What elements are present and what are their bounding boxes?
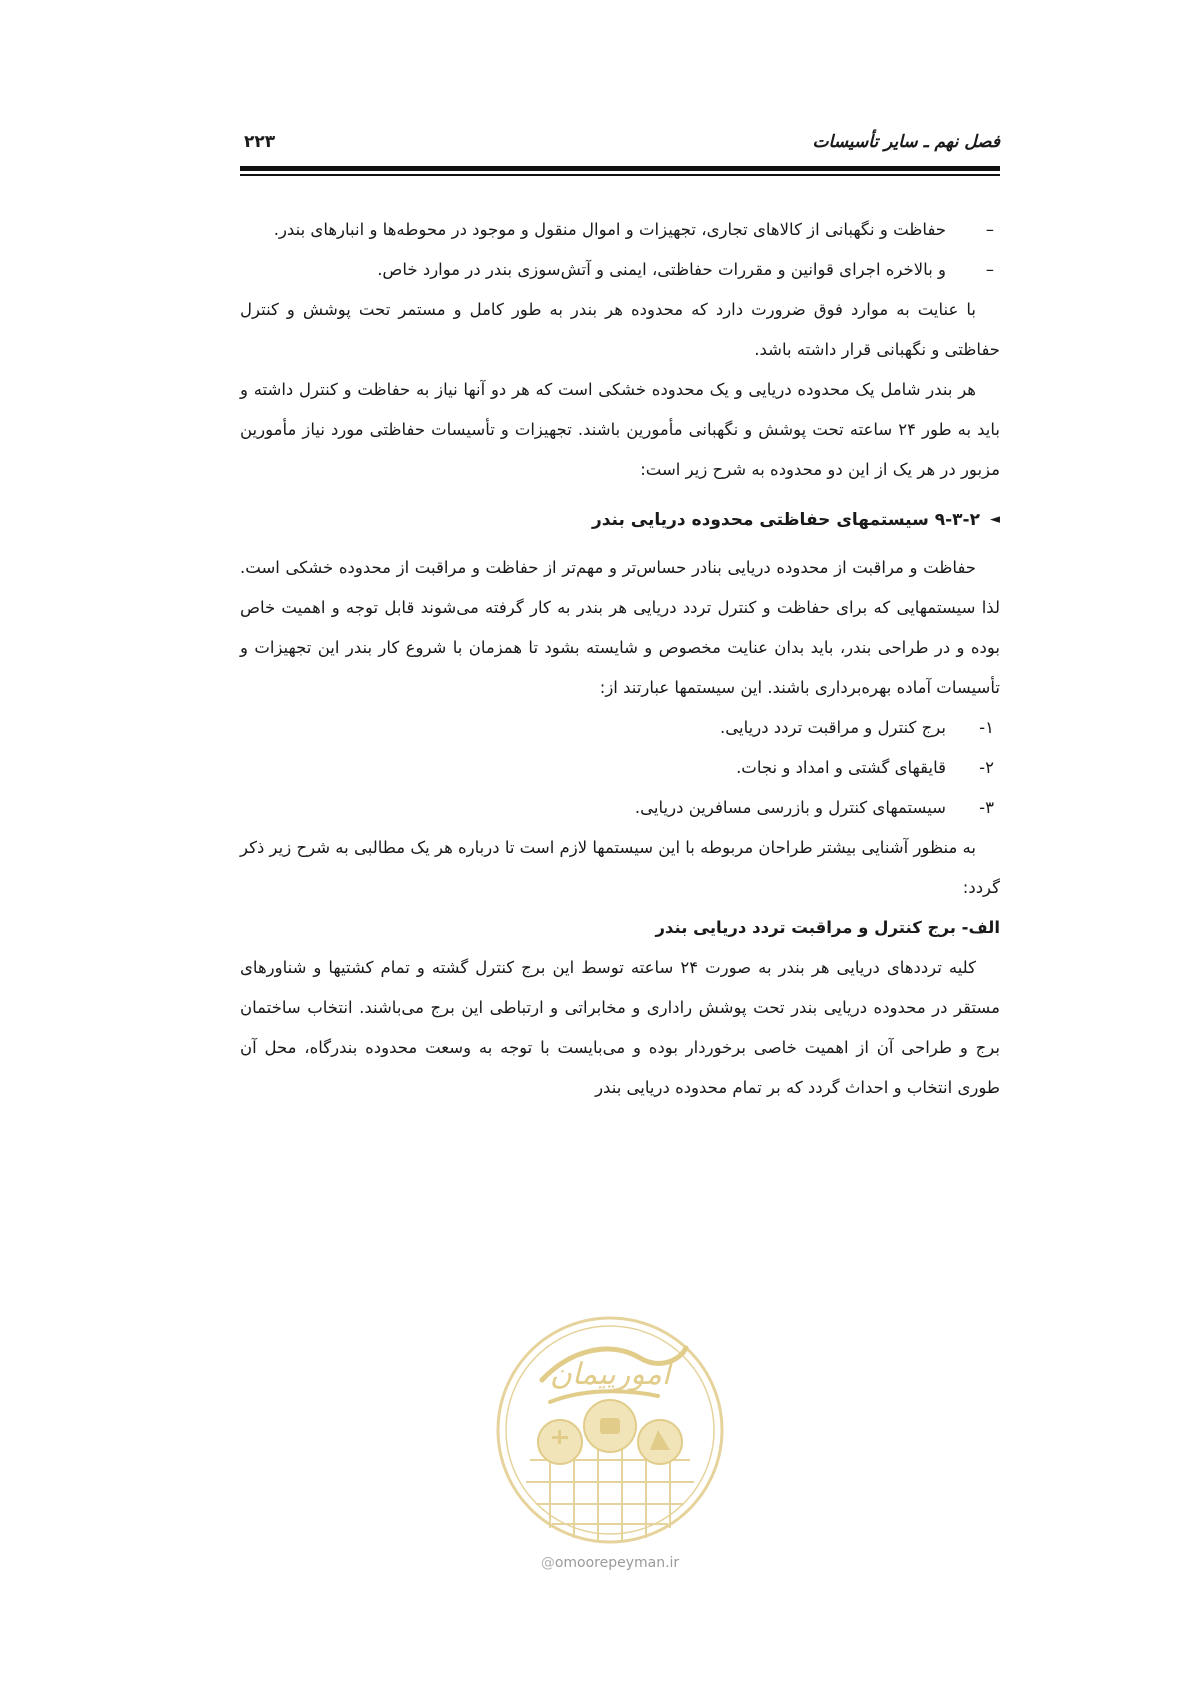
intro-paragraph: با عنایت به موارد فوق ضرورت دارد که محدوده هر بندر به طور کامل و مستمر تحت پوشش و کنترل حفاظتی و نگهبانی قرار داشته باشد. [240, 300, 1000, 359]
bullet-dash: – [985, 220, 994, 239]
section-heading-text: ۹-۳-۲ سیستمهای حفاظتی محدوده دریایی بندر [591, 510, 980, 530]
section-paragraph: حفاظت و مراقبت از محدوده دریایی بنادر حساس‌تر و مهم‌تر از حفاظت و مراقبت از محدوده خشکی است. لذا سیستمهایی که برای حفاظت و کنترل تردد دریایی هر بندر به کار گرفته می‌شوند قابل توجه و اهمیت خاص بوده و در طراحی بندر، باید بدان عنایت مخصوص و شایسته بشود تا همزمان با شروع کار بندر این تجهیزات و تأسیسات آماده بهره‌برداری باشند. این سیستمها عبارتند از: [240, 558, 1000, 697]
bullet-text: و بالاخره اجرای قوانین و مقررات حفاظتی، ایمنی و آتش‌سوزی بندر در موارد خاص. [377, 260, 946, 279]
bullet-item [240, 250, 1000, 290]
item-text: قایقهای گشتی و امداد و نجات. [736, 758, 946, 777]
chapter-title: فصل نهم ـ سایر تأسیسات [812, 132, 1000, 152]
running-head [240, 128, 1000, 162]
item-number: ۱- [979, 718, 994, 737]
numbered-item [240, 748, 1000, 788]
item-text: برج کنترل و مراقبت تردد دریایی. [720, 718, 946, 737]
body-content [240, 210, 1000, 1108]
bullet-dash: – [985, 260, 994, 279]
section-heading [240, 500, 1000, 540]
watermark-url-text: omoorepeyman.ir [554, 1555, 680, 1571]
at-icon: @ [540, 1555, 555, 1571]
bullet-item [240, 210, 1000, 250]
closing-paragraph: به منظور آشنایی بیشتر طراحان مربوطه با این سیستمها لازم است تا درباره هر یک مطالبی به شرح زیر ذکر گردد: [240, 838, 1000, 897]
watermark-logo-text: امورپیمان [549, 1357, 671, 1392]
item-text: سیستمهای کنترل و بازرسی مسافرین دریایی. [634, 798, 946, 817]
heading-marker-icon: ◄ [990, 512, 1000, 527]
watermark-logo-icon [490, 1310, 730, 1550]
numbered-item [240, 708, 1000, 748]
subsection-paragraph: کلیه ترددهای دریایی هر بندر به صورت ۲۴ ساعته توسط این برج کنترل گشته و تمام کشتیها و شناورهای مستقر در محدوده دریایی بندر تحت پوشش راداری و مخابراتی و ارتباطی این برج می‌باشند. انتخاب ساختمان برج و طراحی آن از اهمیت خاصی برخوردار بوده و می‌بایست با توجه به وسعت محدوده بندرگاه، محل آن طوری انتخاب و احداث گردد که بر تمام محدوده دریایی بندر [240, 958, 1000, 1097]
item-number: ۲- [979, 758, 994, 777]
header-rule-thin [240, 174, 1000, 176]
bullet-text: حفاظت و نگهبانی از کالاهای تجاری، تجهیزات و اموال منقول و موجود در محوطه‌ها و انبارهای بندر. [273, 220, 946, 239]
page-number: ۲۲۳ [244, 132, 276, 152]
watermark-url [490, 1555, 730, 1571]
header-rule-thick [240, 166, 1000, 171]
item-number: ۳- [979, 798, 994, 817]
numbered-item [240, 788, 1000, 828]
intro-paragraph: هر بندر شامل یک محدوده دریایی و یک محدوده خشکی است که هر دو آنها نیاز به حفاظت و کنترل داشته و باید به طور ۲۴ ساعته تحت پوشش و نگهبانی مأمورین باشند. تجهیزات و تأسیسات حفاظتی مورد نیاز مأمورین مزبور در هر یک از این دو محدوده به شرح زیر است: [240, 380, 1001, 479]
subsection-heading: الف- برج کنترل و مراقبت تردد دریایی بندر [655, 918, 1000, 937]
